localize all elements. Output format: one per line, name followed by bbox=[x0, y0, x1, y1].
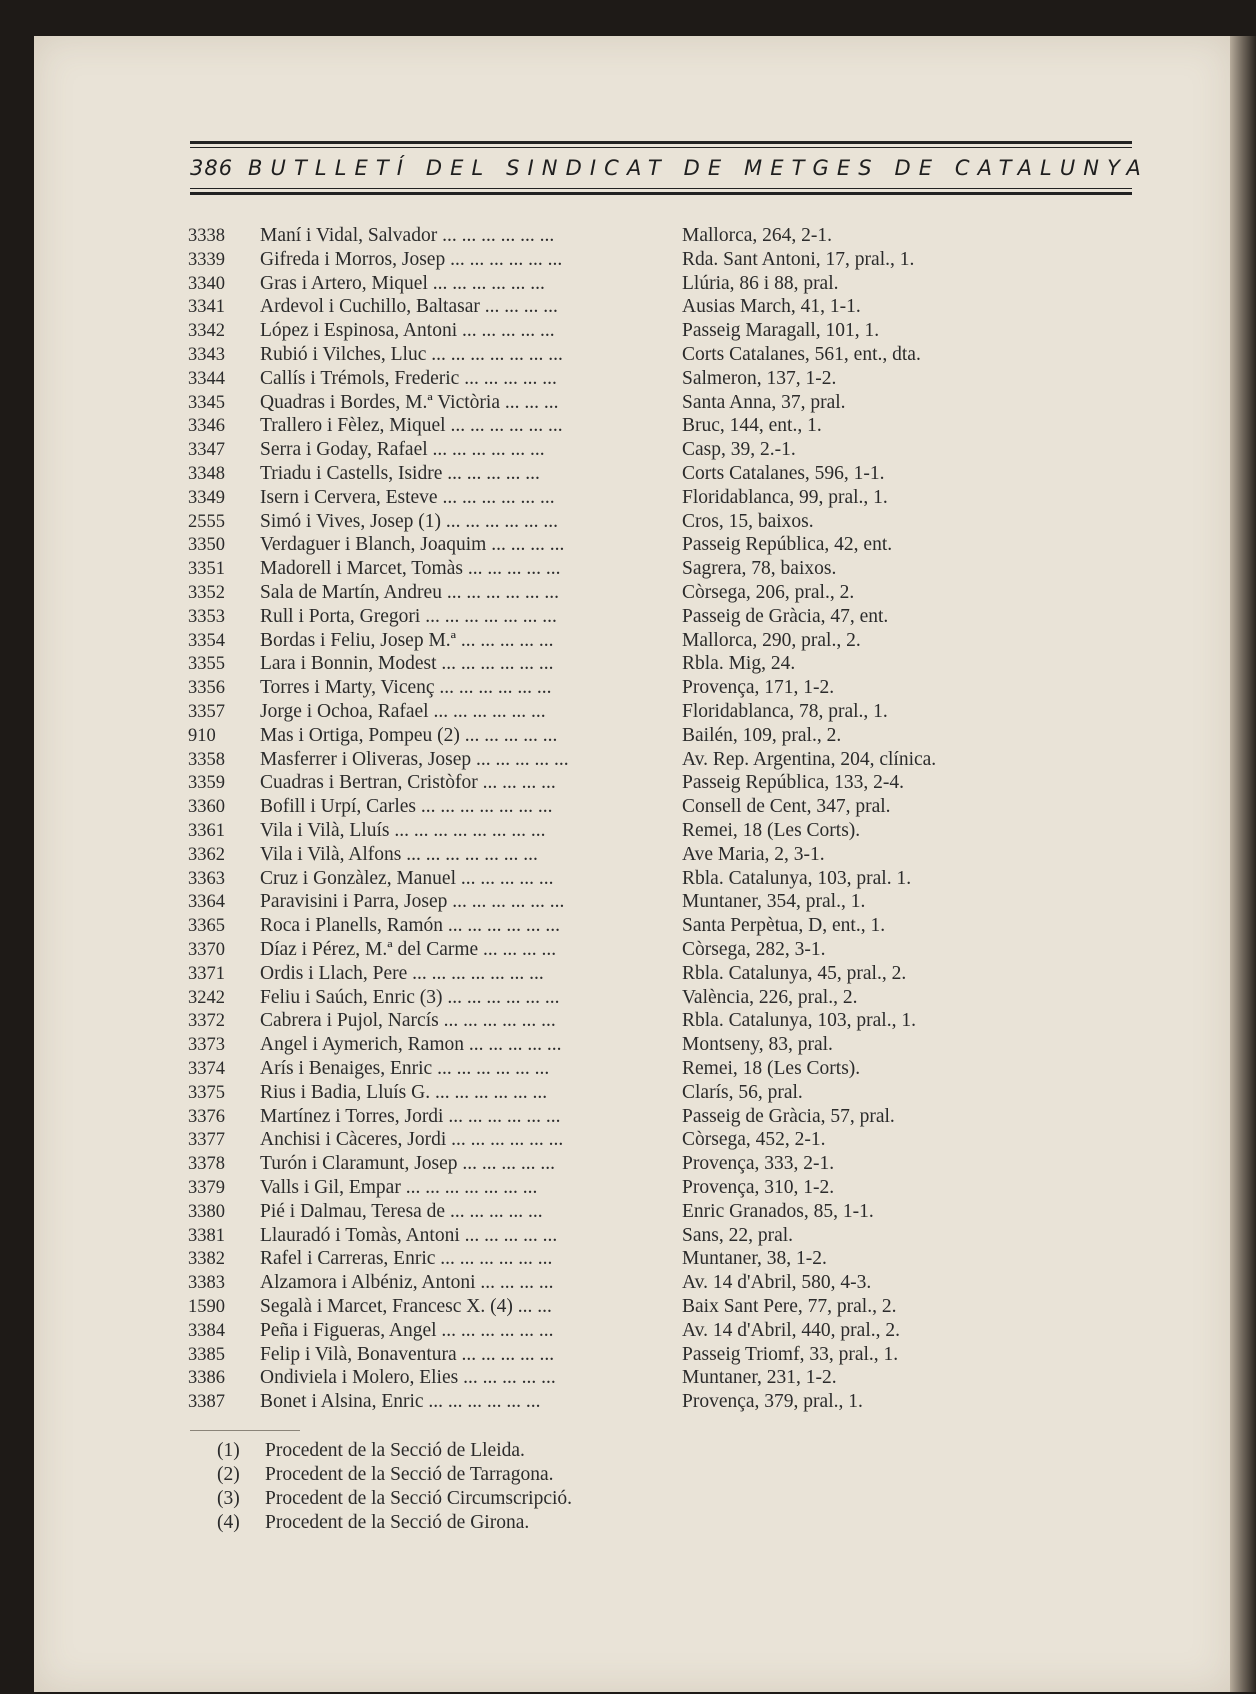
member-number: 3347 bbox=[188, 440, 225, 461]
member-number: 3362 bbox=[188, 844, 225, 865]
member-number: 3359 bbox=[188, 773, 225, 794]
member-address: Ave Maria, 2, 3-1. bbox=[682, 843, 825, 865]
roster-row bbox=[0, 938, 1256, 962]
member-address: Llúria, 86 i 88, pral. bbox=[682, 272, 839, 294]
member-name: Simó i Vives, Josep (1) ... ... ... ... ... ... bbox=[260, 510, 559, 532]
member-number: 3338 bbox=[188, 226, 225, 246]
roster-row bbox=[0, 1343, 1256, 1367]
member-number: 3346 bbox=[188, 416, 225, 437]
member-number: 3363 bbox=[188, 868, 225, 889]
member-address: Clarís, 56, pral. bbox=[682, 1081, 803, 1103]
roster-row bbox=[0, 581, 1256, 605]
roster-row bbox=[0, 962, 1256, 986]
header-rule-bottom bbox=[190, 192, 1132, 195]
roster-row bbox=[0, 700, 1256, 724]
member-address: Còrsega, 282, 3-1. bbox=[682, 939, 826, 960]
member-address: Mallorca, 290, pral., 2. bbox=[682, 629, 861, 651]
member-name: Maní i Vidal, Salvador ... ... ... ... ... ... bbox=[260, 225, 555, 246]
member-address: Remei, 18 (Les Corts). bbox=[682, 820, 861, 841]
member-name: Turón i Claramunt, Josep ... ... ... ... ... bbox=[260, 1153, 556, 1175]
member-name: Trallero i Fèlez, Miquel ... ... ... ... ... ... bbox=[260, 415, 563, 437]
roster-row bbox=[0, 1295, 1256, 1319]
member-name: Madorell i Marcet, Tomàs ... ... ... ... ... bbox=[260, 558, 561, 580]
member-name: Felip i Vilà, Bonaventura ... ... ... ... ... bbox=[260, 1343, 555, 1365]
roster-row bbox=[0, 1271, 1256, 1295]
member-number: 3375 bbox=[188, 1082, 225, 1103]
member-address: Provença, 333, 2-1. bbox=[682, 1153, 835, 1175]
roster-row bbox=[0, 724, 1256, 748]
member-number: 3344 bbox=[188, 368, 225, 389]
member-address: Muntaner, 38, 1-2. bbox=[682, 1248, 827, 1270]
member-address: Passeig Maragall, 101, 1. bbox=[682, 320, 880, 342]
roster-row bbox=[0, 414, 1256, 438]
member-number: 3343 bbox=[188, 345, 225, 365]
member-name: Roca i Planells, Ramón ... ... ... ... ... ... bbox=[260, 915, 561, 937]
roster-row bbox=[0, 1128, 1256, 1152]
member-address: Santa Anna, 37, pral. bbox=[682, 391, 846, 413]
footnote bbox=[0, 1463, 1256, 1487]
member-address: Baix Sant Pere, 77, pral., 2. bbox=[682, 1296, 897, 1317]
footnote-text: Procedent de la Secció de Lleida. bbox=[265, 1440, 525, 1461]
roster-row bbox=[0, 462, 1256, 486]
member-number: 3385 bbox=[188, 1344, 225, 1365]
member-number: 3386 bbox=[188, 1368, 225, 1389]
footnote-mark: (1) bbox=[217, 1440, 240, 1461]
member-address: Rda. Sant Antoni, 17, pral., 1. bbox=[682, 248, 915, 270]
member-number: 2555 bbox=[188, 511, 225, 532]
roster-row bbox=[0, 819, 1256, 843]
footnote bbox=[0, 1487, 1256, 1511]
roster-row bbox=[0, 367, 1256, 391]
footnote-mark: (3) bbox=[217, 1488, 240, 1509]
member-name: Cabrera i Pujol, Narcís ... ... ... ... ... ... bbox=[260, 1010, 556, 1032]
member-address: Provença, 379, pral., 1. bbox=[682, 1391, 863, 1413]
roster-row bbox=[0, 343, 1256, 367]
member-number: 3361 bbox=[188, 821, 225, 841]
roster-row bbox=[0, 867, 1256, 891]
member-number: 3370 bbox=[188, 940, 225, 960]
member-name: Callís i Trémols, Frederic ... ... ... ... ... bbox=[260, 367, 557, 389]
member-address: Provença, 310, 1-2. bbox=[682, 1177, 835, 1198]
member-number: 3348 bbox=[188, 464, 225, 484]
member-name: Díaz i Pérez, M.ª del Carme ... ... ... ... bbox=[260, 939, 557, 960]
member-address: Av. 14 d'Abril, 580, 4-3. bbox=[682, 1272, 872, 1294]
member-address: Passeig República, 42, ent. bbox=[682, 534, 893, 556]
member-address: Corts Catalanes, 561, ent., dta. bbox=[682, 344, 921, 365]
member-name: Valls i Gil, Empar ... ... ... ... ... ... ... bbox=[260, 1177, 538, 1198]
member-number: 3358 bbox=[188, 749, 225, 770]
member-address: Enric Granados, 85, 1-1. bbox=[682, 1200, 874, 1222]
roster-row bbox=[0, 295, 1256, 319]
running-title: BUTLLETÍ DEL SINDICAT DE METGES DE CATALUNYA bbox=[248, 156, 1149, 180]
member-number: 3357 bbox=[188, 702, 225, 722]
header-rule-bottom-thin bbox=[190, 188, 1132, 189]
member-name: Segalà i Marcet, Francesc X. (4) ... ... bbox=[260, 1296, 552, 1317]
member-name: Rius i Badia, Lluís G. ... ... ... ... ... ... bbox=[260, 1081, 548, 1103]
member-address: Montseny, 83, pral. bbox=[682, 1034, 833, 1056]
roster-row bbox=[0, 1152, 1256, 1176]
roster-row bbox=[0, 510, 1256, 534]
member-name: Rull i Porta, Gregori ... ... ... ... ... ... ... bbox=[260, 605, 557, 627]
roster-row bbox=[0, 748, 1256, 772]
member-name: Arís i Benaiges, Enric ... ... ... ... ... ... bbox=[260, 1058, 550, 1079]
member-name: Bofill i Urpí, Carles ... ... ... ... ... ... ... bbox=[260, 796, 553, 818]
member-address: Remei, 18 (Les Corts). bbox=[682, 1058, 861, 1079]
member-address: Muntaner, 354, pral., 1. bbox=[682, 891, 866, 913]
roster-row bbox=[0, 986, 1256, 1010]
member-number: 3372 bbox=[188, 1011, 225, 1032]
roster-row bbox=[0, 224, 1256, 248]
member-number: 3374 bbox=[188, 1059, 225, 1079]
footnote-text: Procedent de la Secció de Girona. bbox=[265, 1512, 530, 1533]
member-number: 3387 bbox=[188, 1392, 225, 1413]
member-address: Còrsega, 452, 2-1. bbox=[682, 1129, 826, 1151]
member-number: 1590 bbox=[188, 1297, 225, 1317]
member-name: Paravisini i Parra, Josep ... ... ... ... ... ... bbox=[260, 891, 565, 913]
member-address: Floridablanca, 99, pral., 1. bbox=[682, 486, 888, 508]
member-name: Cuadras i Bertran, Cristòfor ... ... ... ... bbox=[260, 772, 556, 794]
member-name: Bordas i Feliu, Josep M.ª ... ... ... ... ... bbox=[260, 629, 554, 651]
roster-row bbox=[0, 391, 1256, 415]
member-number: 3351 bbox=[188, 559, 225, 580]
member-number: 910 bbox=[188, 725, 216, 746]
header-rule-top-thin bbox=[190, 147, 1132, 148]
member-address: Mallorca, 264, 2-1. bbox=[682, 225, 833, 246]
roster-row bbox=[0, 1390, 1256, 1414]
member-address: Passeig Triomf, 33, pral., 1. bbox=[682, 1343, 899, 1365]
member-name: Llauradó i Tomàs, Antoni ... ... ... ... ... bbox=[260, 1224, 558, 1246]
roster-row bbox=[0, 1009, 1256, 1033]
footnote-mark: (4) bbox=[217, 1512, 240, 1533]
member-name: Vila i Vilà, Alfons ... ... ... ... ... ... ... bbox=[260, 843, 538, 865]
member-name: Angel i Aymerich, Ramon ... ... ... ... ... bbox=[260, 1034, 562, 1056]
footnote-mark: (2) bbox=[217, 1464, 240, 1485]
member-name: Lara i Bonnin, Modest ... ... ... ... ... ... bbox=[260, 653, 554, 675]
roster-row bbox=[0, 1247, 1256, 1271]
roster-row bbox=[0, 914, 1256, 938]
member-name: Pié i Dalmau, Teresa de ... ... ... ... ... bbox=[260, 1200, 543, 1222]
member-address: Casp, 39, 2.-1. bbox=[682, 439, 796, 461]
header-rule-top bbox=[190, 141, 1132, 144]
member-name: Sala de Martín, Andreu ... ... ... ... ... ... bbox=[260, 582, 559, 603]
footnote-rule bbox=[190, 1430, 300, 1431]
member-name: Ordis i Llach, Pere ... ... ... ... ... ... ... bbox=[260, 962, 544, 984]
member-name: Mas i Ortiga, Pompeu (2) ... ... ... ... ... bbox=[260, 724, 558, 746]
member-number: 3371 bbox=[188, 963, 225, 984]
member-address: Ausias March, 41, 1-1. bbox=[682, 296, 861, 318]
member-address: Consell de Cent, 347, pral. bbox=[682, 796, 891, 818]
roster-row bbox=[0, 486, 1256, 510]
member-address: Salmeron, 137, 1-2. bbox=[682, 367, 837, 389]
member-number: 3365 bbox=[188, 916, 225, 937]
page-number: 386 bbox=[190, 156, 234, 180]
member-number: 3380 bbox=[188, 1201, 225, 1222]
roster-row bbox=[0, 438, 1256, 462]
roster-row bbox=[0, 1105, 1256, 1129]
roster-row bbox=[0, 1081, 1256, 1105]
member-name: Serra i Goday, Rafael ... ... ... ... ... ... bbox=[260, 439, 545, 461]
member-address: Rbla. Mig, 24. bbox=[682, 653, 796, 675]
footnote-text: Procedent de la Secció Circumscripció. bbox=[265, 1488, 573, 1509]
member-name: Bonet i Alsina, Enric ... ... ... ... ... ... bbox=[260, 1391, 541, 1413]
roster-row bbox=[0, 1200, 1256, 1224]
member-address: Corts Catalanes, 596, 1-1. bbox=[682, 463, 885, 484]
member-number: 3373 bbox=[188, 1035, 225, 1056]
member-name: Isern i Cervera, Esteve ... ... ... ... ... ... bbox=[260, 486, 555, 508]
member-address: Provença, 171, 1-2. bbox=[682, 677, 835, 699]
member-number: 3340 bbox=[188, 273, 225, 294]
member-address: Floridablanca, 78, pral., 1. bbox=[682, 701, 888, 722]
roster-row bbox=[0, 319, 1256, 343]
roster-row bbox=[0, 557, 1256, 581]
member-name: Quadras i Bordes, M.ª Victòria ... ... ... bbox=[260, 391, 559, 413]
member-name: Rafel i Carreras, Enric ... ... ... ... ... ... bbox=[260, 1248, 553, 1270]
member-number: 3360 bbox=[188, 797, 225, 818]
member-number: 3341 bbox=[188, 297, 225, 318]
roster-row bbox=[0, 890, 1256, 914]
member-name: Peña i Figueras, Angel ... ... ... ... ... ... bbox=[260, 1319, 554, 1341]
member-address: Santa Perpètua, D, ent., 1. bbox=[682, 915, 886, 937]
roster-row bbox=[0, 605, 1256, 629]
roster-row bbox=[0, 1176, 1256, 1200]
roster-row bbox=[0, 272, 1256, 296]
member-name: Anchisi i Càceres, Jordi ... ... ... ... ... ... bbox=[260, 1129, 564, 1151]
roster-row bbox=[0, 1057, 1256, 1081]
member-number: 3242 bbox=[188, 987, 225, 1008]
member-number: 3356 bbox=[188, 678, 225, 699]
member-number: 3377 bbox=[188, 1130, 225, 1151]
footnote bbox=[0, 1511, 1256, 1535]
roster-row bbox=[0, 843, 1256, 867]
member-number: 3383 bbox=[188, 1273, 225, 1294]
member-name: Gras i Artero, Miquel ... ... ... ... ... ... bbox=[260, 272, 545, 294]
member-address: Cros, 15, baixos. bbox=[682, 510, 814, 532]
member-name: Feliu i Saúch, Enric (3) ... ... ... ... ... ... bbox=[260, 986, 560, 1008]
roster-row bbox=[0, 248, 1256, 272]
member-number: 3339 bbox=[188, 249, 225, 270]
member-address: Rbla. Catalunya, 103, pral. 1. bbox=[682, 867, 912, 889]
member-address: Rbla. Catalunya, 45, pral., 2. bbox=[682, 962, 907, 984]
member-address: Av. 14 d'Abril, 440, pral., 2. bbox=[682, 1319, 900, 1341]
member-name: Jorge i Ochoa, Rafael ... ... ... ... ... ... bbox=[260, 701, 546, 722]
member-number: 3355 bbox=[188, 654, 225, 675]
footnote bbox=[0, 1439, 1256, 1463]
roster-row bbox=[0, 533, 1256, 557]
member-address: Av. Rep. Argentina, 204, clínica. bbox=[682, 748, 937, 770]
member-number: 3378 bbox=[188, 1154, 225, 1175]
member-name: Ondiviela i Molero, Elies ... ... ... ... ... bbox=[260, 1367, 556, 1389]
member-number: 3345 bbox=[188, 392, 225, 413]
member-address: Rbla. Catalunya, 103, pral., 1. bbox=[682, 1010, 916, 1032]
member-name: López i Espinosa, Antoni ... ... ... ... ... bbox=[260, 320, 555, 342]
roster-row bbox=[0, 1033, 1256, 1057]
member-number: 3382 bbox=[188, 1249, 225, 1270]
member-address: Bailén, 109, pral., 2. bbox=[682, 724, 842, 746]
member-name: Verdaguer i Blanch, Joaquim ... ... ... ... bbox=[260, 534, 565, 556]
member-name: Gifreda i Morros, Josep ... ... ... ... ... ... bbox=[260, 248, 563, 270]
roster-row bbox=[0, 629, 1256, 653]
member-name: Martínez i Torres, Jordi ... ... ... ... ... ... bbox=[260, 1105, 561, 1127]
member-address: Muntaner, 231, 1-2. bbox=[682, 1367, 837, 1389]
member-number: 3376 bbox=[188, 1106, 225, 1127]
member-name: Vila i Vilà, Lluís ... ... ... ... ... ... ... ... bbox=[260, 820, 546, 841]
member-number: 3364 bbox=[188, 892, 225, 913]
member-address: Sagrera, 78, baixos. bbox=[682, 558, 837, 580]
member-name: Torres i Marty, Vicenç ... ... ... ... ... ... bbox=[260, 677, 552, 699]
roster-row bbox=[0, 676, 1256, 700]
member-address: Còrsega, 206, pral., 2. bbox=[682, 582, 855, 603]
member-number: 3352 bbox=[188, 583, 225, 603]
roster-row bbox=[0, 1366, 1256, 1390]
roster-row bbox=[0, 1319, 1256, 1343]
roster-row bbox=[0, 1224, 1256, 1248]
member-name: Masferrer i Oliveras, Josep ... ... ... ... ... bbox=[260, 748, 569, 770]
roster-row bbox=[0, 795, 1256, 819]
member-number: 3379 bbox=[188, 1178, 225, 1198]
member-address: Sans, 22, pral. bbox=[682, 1224, 794, 1246]
member-number: 3342 bbox=[188, 321, 225, 342]
roster-row bbox=[0, 771, 1256, 795]
member-number: 3349 bbox=[188, 487, 225, 508]
member-name: Triadu i Castells, Isidre ... ... ... ... ... bbox=[260, 463, 540, 484]
member-address: Bruc, 144, ent., 1. bbox=[682, 415, 822, 437]
member-number: 3350 bbox=[188, 535, 225, 556]
member-name: Alzamora i Albéniz, Antoni ... ... ... ... bbox=[260, 1272, 554, 1294]
member-name: Cruz i Gonzàlez, Manuel ... ... ... ... ... bbox=[260, 867, 554, 889]
roster-row bbox=[0, 652, 1256, 676]
member-address: Passeig de Gràcia, 47, ent. bbox=[682, 605, 889, 627]
footnote-text: Procedent de la Secció de Tarragona. bbox=[265, 1464, 554, 1485]
member-address: València, 226, pral., 2. bbox=[682, 986, 858, 1008]
member-address: Passeig de Gràcia, 57, pral. bbox=[682, 1105, 895, 1127]
member-number: 3384 bbox=[188, 1320, 225, 1341]
member-name: Rubió i Vilches, Lluc ... ... ... ... ... ... ... bbox=[260, 344, 563, 365]
member-number: 3354 bbox=[188, 630, 225, 651]
member-address: Passeig República, 133, 2-4. bbox=[682, 772, 905, 794]
member-number: 3353 bbox=[188, 606, 225, 627]
member-number: 3381 bbox=[188, 1225, 225, 1246]
member-name: Ardevol i Cuchillo, Baltasar ... ... ... ... bbox=[260, 296, 558, 318]
